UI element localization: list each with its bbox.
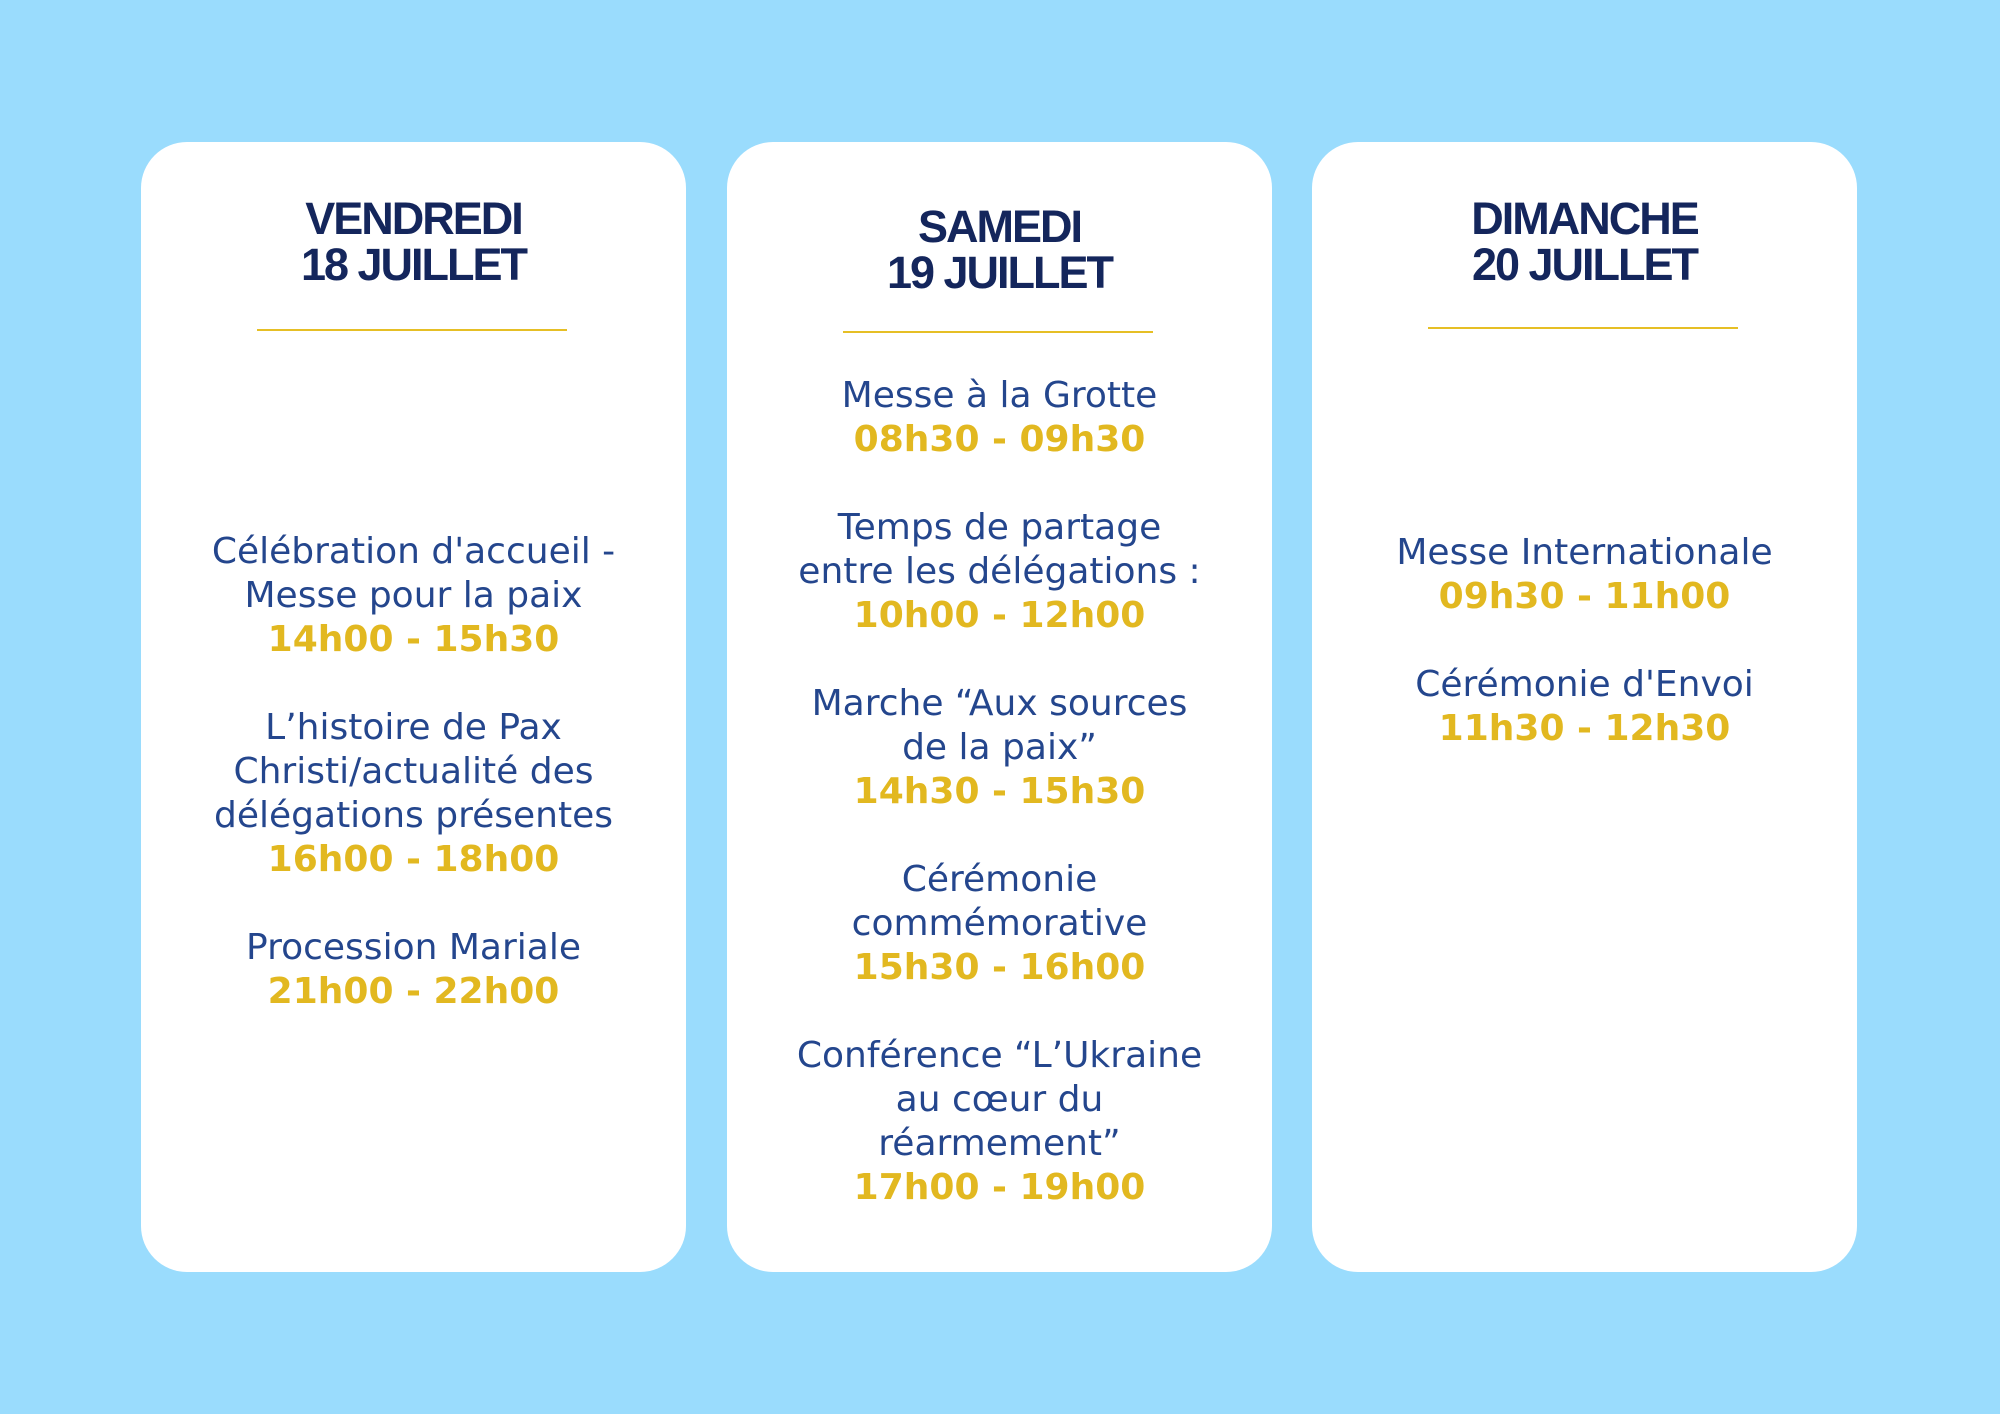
event-title: Messe à la Grotte — [841, 375, 1158, 416]
day-name: SAMEDI — [917, 201, 1081, 252]
event-item — [141, 530, 686, 662]
day-date: 18 JUILLET — [300, 239, 527, 290]
event-time: 14h00 - 15h30 — [267, 619, 560, 660]
event-item — [727, 506, 1272, 638]
heading-divider — [257, 329, 567, 331]
event-title: Messe Internationale — [1396, 532, 1773, 573]
event-title: Cérémonie d'Envoi — [1415, 664, 1754, 705]
event-item — [727, 1034, 1272, 1210]
event-item — [141, 926, 686, 1014]
day-card-samedi — [727, 142, 1272, 1272]
event-title: Conférence “L’Ukraine au cœur du réarmement” — [796, 1035, 1203, 1164]
event-list — [1312, 531, 1857, 795]
day-heading — [141, 193, 686, 290]
event-time: 08h30 - 09h30 — [853, 419, 1146, 460]
event-time: 16h00 - 18h00 — [267, 839, 560, 880]
day-heading — [727, 201, 1272, 298]
event-time: 15h30 - 16h00 — [853, 947, 1146, 988]
day-date: 19 JUILLET — [886, 247, 1113, 298]
day-card-vendredi — [141, 142, 686, 1272]
day-heading — [1312, 193, 1857, 290]
event-time: 09h30 - 11h00 — [1438, 576, 1731, 617]
day-card-dimanche — [1312, 142, 1857, 1272]
day-name: DIMANCHE — [1471, 193, 1698, 244]
event-list — [141, 530, 686, 1058]
event-title: L’histoire de Pax Christi/actualité des délégations présentes — [214, 707, 613, 836]
day-name: VENDREDI — [305, 193, 522, 244]
event-item — [1312, 663, 1857, 751]
heading-divider — [843, 331, 1153, 333]
event-time: 21h00 - 22h00 — [267, 971, 560, 1012]
event-list — [727, 374, 1272, 1254]
event-time: 14h30 - 15h30 — [853, 771, 1146, 812]
event-item — [141, 706, 686, 882]
heading-divider — [1428, 327, 1738, 329]
event-title: Cérémonie commémorative — [851, 859, 1148, 944]
event-title: Marche “Aux sources de la paix” — [811, 683, 1188, 768]
event-time: 11h30 - 12h30 — [1438, 708, 1731, 749]
event-title: Procession Mariale — [246, 927, 581, 968]
event-time: 10h00 - 12h00 — [853, 595, 1146, 636]
event-time: 17h00 - 19h00 — [853, 1167, 1146, 1208]
event-item — [727, 682, 1272, 814]
day-date: 20 JUILLET — [1471, 239, 1698, 290]
event-item — [727, 374, 1272, 462]
event-title: Temps de partage entre les délégations : — [798, 507, 1201, 592]
event-title: Célébration d'accueil - Messe pour la paix — [211, 531, 616, 616]
event-item — [1312, 531, 1857, 619]
event-item — [727, 858, 1272, 990]
